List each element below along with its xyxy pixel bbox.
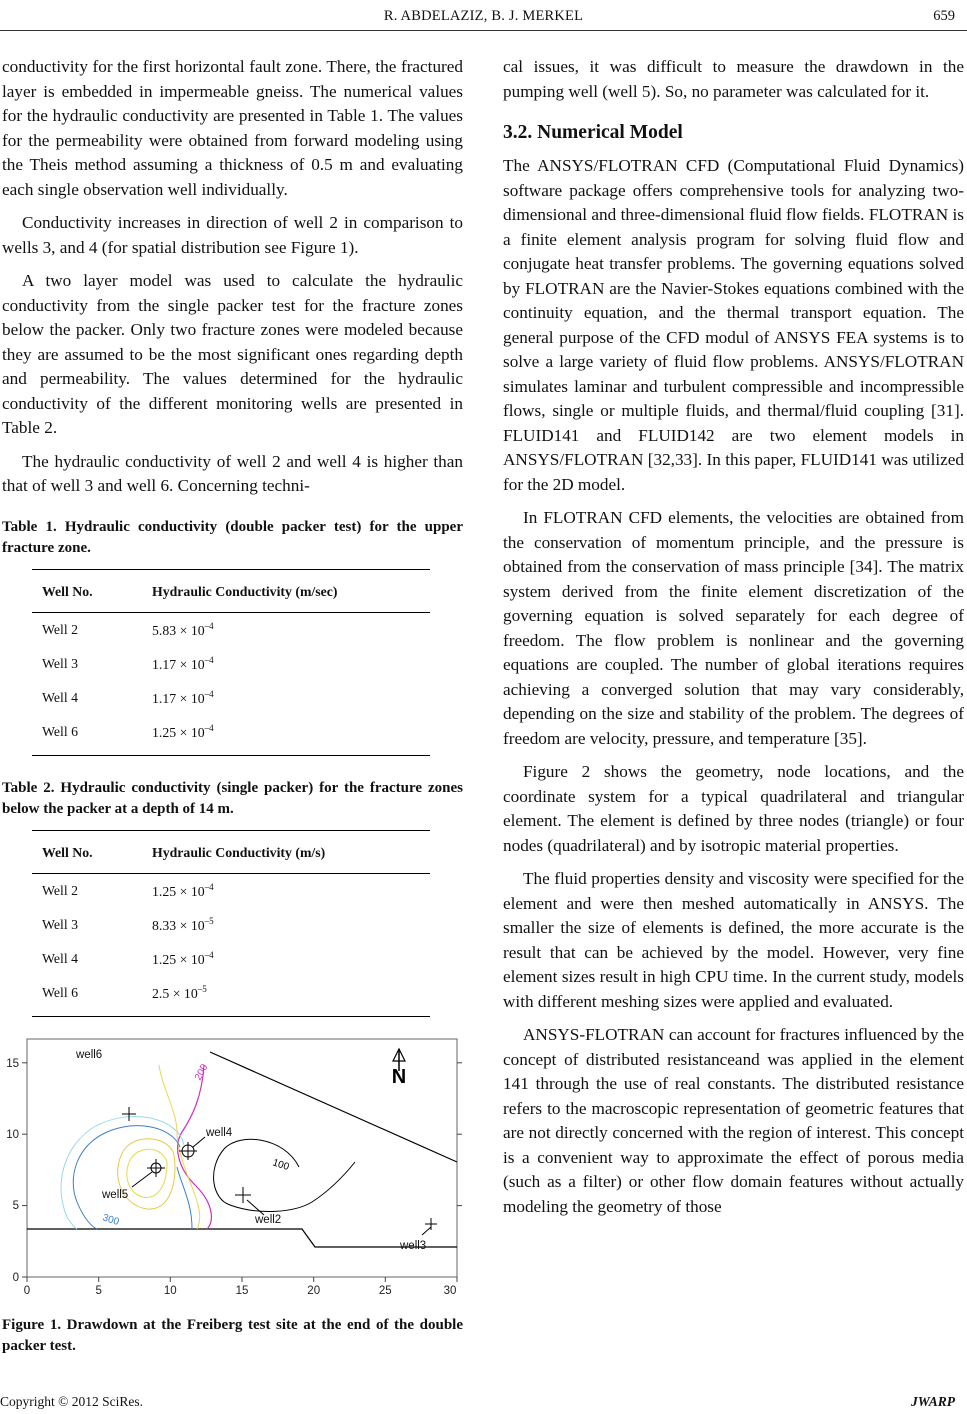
table1 [32, 569, 430, 756]
table1-caption: Table 1. Hydraulic conductivity (double packer test) for the upper fracture zone. [2, 518, 463, 556]
page-number: 659 [933, 8, 955, 24]
table-header: Well No. [32, 830, 142, 873]
body-paragraph: A two layer model was used to calculate the hydraulic conductivity from the single packer test for the fracture zones below the packer. Only two fracture zones were modeled because they are assumed to be the most significant ones regarding depth and permeability. The values determined for the hydraulic conductivity of the different monitoring wells are presented in Table 2. [2, 271, 463, 437]
y-tick-label: 15 [6, 1057, 19, 1070]
journal-name: JWARP [910, 1394, 955, 1409]
table-cell: Well 6 [32, 715, 142, 756]
header-rule [0, 30, 967, 31]
section-heading: 3.2. Numerical Model [503, 122, 683, 143]
contour-label: 300 [101, 1211, 121, 1228]
table-cell: Well 3 [42, 916, 79, 932]
body-paragraph: The fluid properties density and viscosity were specified for the element and were then meshed automatically in ANSYS. The smaller the size of elements is defined, the more accurate is the result that can be achieved by the model. However, very fine element sizes result in high CPU time. In the current study, models with different meshing sizes were applied and evaluated. [503, 869, 964, 1011]
domain-boundary [210, 1052, 457, 1162]
north-arrow-icon [392, 1049, 406, 1088]
contour [177, 1167, 192, 1229]
x-tick-label: 30 [443, 1284, 457, 1297]
table-row [32, 715, 430, 756]
contour-label: 100 [271, 1156, 291, 1173]
running-header [0, 6, 967, 28]
table-row [32, 647, 430, 681]
north-label: N [391, 1065, 407, 1088]
x-tick-label: 10 [163, 1284, 177, 1297]
table-row [32, 976, 430, 1017]
contour [127, 1149, 167, 1197]
body-paragraph: In FLOTRAN CFD elements, the velocities are obtained from the conservation of momentum principle, and the pressure is obtained from the conservation of mass principle [34]. The matrix system derived from the finite element discretization of the governing equation is solved separately for each degree of freedom. The flow problem is nonlinear and the governing equations are coupled. The number of global iterations requires achieving a converged solution that may vary considerably, depending on the size and stability of the problem. The degrees of freedom are velocity, pressure, and temperature [35]. [503, 508, 964, 748]
table-row [32, 681, 430, 715]
table2-caption: Table 2. Hydraulic conductivity (single packer) for the fracture zones below the packer at a depth of 14 m. [2, 779, 463, 817]
table-cell: Well 6 [32, 976, 142, 1017]
table-cell: Well 3 [42, 655, 79, 671]
copyright-text: Copyright © 2012 SciRes. [0, 1394, 144, 1409]
body-paragraph: cal issues, it was difficult to measure the drawdown in the pumping well (well 5). So, no parameter was calculated for it. [503, 57, 964, 101]
table-cell: Well 4 [42, 950, 79, 966]
table-header: Hydraulic Conductivity (m/sec) [142, 569, 430, 612]
table-cell: $1.17 \times 10^{-4}$ [152, 688, 214, 706]
table-row [32, 873, 430, 908]
well-label: well2 [255, 1213, 282, 1226]
table-cell: Well 2 [42, 621, 79, 637]
x-tick-label: 5 [95, 1284, 102, 1297]
table-cell: Well 2 [42, 882, 79, 898]
table-cell: $1.25 \times 10^{-4}$ [152, 949, 214, 967]
figure1 [2, 1037, 463, 1309]
body-paragraph: ANSYS-FLOTRAN can account for fractures influenced by the concept of distributed resistanceand was applied in the element 141 through the use of real constants. The distributed resistance refers to the macroscopic representation of geometric features that are not directly concerned with the region of interest. This concept is a convenient way to approximate the effect of porous media (such as a filter) or other flow domain features without actually modeling the geometry of those [503, 1025, 964, 1216]
domain-boundary [27, 1229, 457, 1247]
y-tick-label: 5 [12, 1199, 19, 1212]
well-label: well6 [76, 1048, 103, 1061]
body-paragraph: The hydraulic conductivity of well 2 and well 4 is higher than that of well 3 and well 6. Concerning techni- [2, 451, 463, 495]
y-tick-label: 0 [12, 1271, 19, 1284]
running-title: R. ABDELAZIZ, B. J. MERKEL [383, 8, 584, 24]
contour-100 [214, 1139, 355, 1211]
body-paragraph: Figure 2 shows the geometry, node locations, and the coordinate system for a typical quadrilateral and triangular element. The element is defined by three nodes (triangle) or four nodes (quadrilateral) and by isotropic material properties. [503, 762, 964, 855]
x-tick-label: 20 [307, 1284, 321, 1297]
drawdown-map [2, 1037, 463, 1309]
contour [61, 1116, 184, 1228]
contour-label: 200 [192, 1062, 211, 1082]
table-cell: $1.25 \times 10^{-4}$ [142, 715, 430, 756]
table-cell: $1.17 \times 10^{-4}$ [152, 654, 214, 672]
x-tick-label: 0 [23, 1284, 31, 1297]
body-paragraph: conductivity for the first horizontal fault zone. There, the fractured layer is embedded in impermeable gneiss. The numerical values for the hydraulic conductivity are presented in Table 1. The values for the permeability were obtained from forward modeling using the Theis method assuming a thickness of 0.5 m and evaluating each single observation well individually. [2, 57, 463, 199]
table-cell: $8.33 \times 10^{-5}$ [152, 915, 214, 933]
body-paragraph: The ANSYS/FLOTRAN CFD (Computational Fluid Dynamics) software package offers comprehensive tools for analyzing two-dimensional and three-dimensional fluid flow fields. FLOTRAN is a finite element analysis program for solving fluid flow and conjugate heat transfer problems. The governing equations solved by FLOTRAN are the Navier-Stokes equations combined with the continuity equation, and the thermal transport equation. The general purpose of the CFD modul of ANSYS FEA systems is to solve a large variety of fluid flow problems. ANSYS/FLOTRAN simulates laminar and turbulent compressible and incompressible flows, single or multiple fluids, and thermal/fluid coupling [31]. FLUID141 and FLUID142 are two element models in ANSYS/FLOTRAN [32,33]. In this paper, FLUID141 was utilized for the 2D model. [503, 156, 964, 494]
contour-200 [178, 1065, 212, 1229]
table-row [32, 942, 430, 976]
table-row [32, 612, 430, 647]
figure1-caption: Figure 1. Drawdown at the Freiberg test site at the end of the double packer test. [2, 1316, 463, 1354]
x-tick-label: 15 [235, 1284, 249, 1297]
table2 [32, 830, 430, 1017]
table-cell: $5.83 \times 10^{-4}$ [152, 620, 214, 638]
table-header: Well No. [32, 569, 142, 612]
body-paragraph: Conductivity increases in direction of well 2 in comparison to wells 3, and 4 (for spatial distribution see Figure 1). [2, 213, 463, 257]
y-tick-label: 10 [6, 1128, 19, 1141]
well-label: well5 [102, 1188, 129, 1201]
table-header: Hydraulic Conductivity (m/s) [142, 830, 430, 873]
well-label: well3 [400, 1239, 427, 1252]
table-cell: Well 4 [42, 689, 79, 705]
table-cell: $1.25 \times 10^{-4}$ [152, 881, 214, 899]
left-column [2, 55, 463, 1357]
x-tick-label: 25 [378, 1284, 392, 1297]
table-row [32, 908, 430, 942]
well-label: well4 [206, 1126, 233, 1139]
right-column [503, 55, 964, 1228]
table-cell: $2.5 \times 10^{-5}$ [142, 976, 430, 1017]
